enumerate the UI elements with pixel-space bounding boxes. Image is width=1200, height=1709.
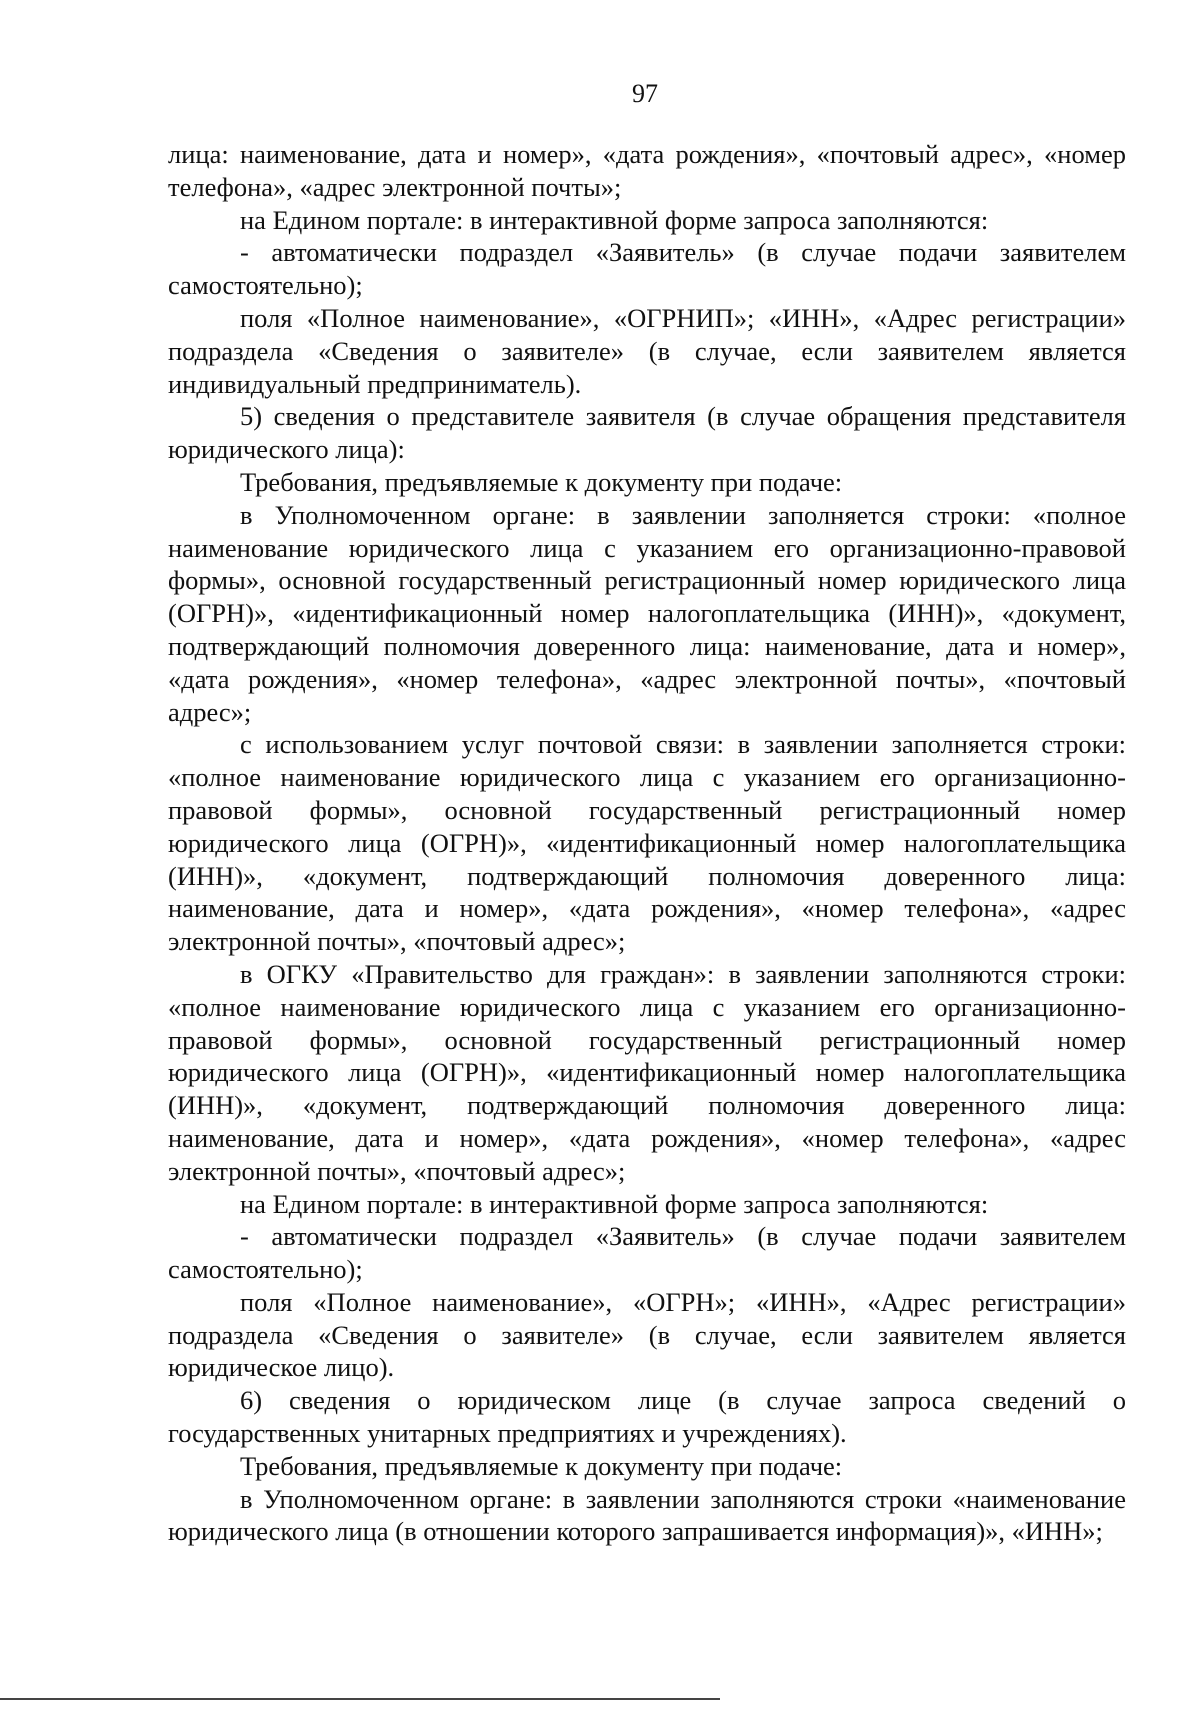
- paragraph: поля «Полное наименование», «ОГРНИП»; «ИНН», «Адрес регистрации» подраздела «Сведения о заявителе» (в случае, если заявителем является индивидуальный предприниматель).: [168, 302, 1126, 399]
- paragraph: в Уполномоченном органе: в заявлении заполняется строки: «полное наименование юридического лица с указанием его организационно-правовой формы», основной государственный регистрационный номер юридического лица (ОГРН)», «идентификационный номер налогоплательщика (ИНН)», «документ, подтверждающий полномочия доверенного лица: наименование, дата и номер», «дата рождения», «номер телефона», «адрес электронной почты», «почтовый адрес»;: [168, 499, 1126, 727]
- document-body: [168, 138, 1126, 1548]
- paragraph: 6) сведения о юридическом лице (в случае запроса сведений о государственных унитарных предприятиях и учреждениях).: [168, 1385, 1126, 1449]
- paragraph: Требования, предъявляемые к документу при подаче:: [240, 466, 843, 497]
- paragraph: 5) сведения о представителе заявителя (в случае обращения представителя юридического лица):: [168, 401, 1126, 465]
- paragraph: поля «Полное наименование», «ОГРН»; «ИНН», «Адрес регистрации» подраздела «Сведения о заявителе» (в случае, если заявителем является юридическое лицо).: [168, 1286, 1126, 1383]
- paragraph: на Едином портале: в интерактивной форме запроса заполняются:: [240, 204, 989, 235]
- paragraph: - автоматически подраздел «Заявитель» (в случае подачи заявителем самостоятельно);: [168, 1221, 1126, 1285]
- paragraph: с использованием услуг почтовой связи: в заявлении заполняется строки: «полное наименование юридического лица с указанием его организационно-правовой формы», основной государственный регистрационный номер юридического лица (ОГРН)», «идентификационный номер налогоплательщика (ИНН)», «документ, подтверждающий полномочия доверенного лица: наименование, дата и номер», «дата рождения», «номер телефона», «адрес электронной почты», «почтовый адрес»;: [168, 729, 1126, 957]
- paragraph: в Уполномоченном органе: в заявлении заполняются строки «наименование юридического лица (в отношении которого запрашивается информация)», «ИНН»;: [168, 1483, 1126, 1547]
- paragraph: в ОГКУ «Правительство для граждан»: в заявлении заполняются строки: «полное наименование юридического лица с указанием его организационно-правовой формы», основной государственный регистрационный номер юридического лица (ОГРН)», «идентификационный номер налогоплательщика (ИНН)», «документ, подтверждающий полномочия доверенного лица: наименование, дата и номер», «дата рождения», «номер телефона», «адрес электронной почты», «почтовый адрес»;: [168, 958, 1126, 1186]
- paragraph: Требования, предъявляемые к документу при подаче:: [240, 1450, 843, 1481]
- paragraph: на Едином портале: в интерактивной форме запроса заполняются:: [240, 1188, 989, 1219]
- paragraph: - автоматически подраздел «Заявитель» (в случае подачи заявителем самостоятельно);: [168, 237, 1126, 301]
- paragraph: лица: наименование, дата и номер», «дата рождения», «почтовый адрес», «номер телефона», «адрес электронной почты»;: [168, 139, 1126, 202]
- scan-edge-line: [0, 1698, 720, 1700]
- page-number: 97: [632, 79, 658, 108]
